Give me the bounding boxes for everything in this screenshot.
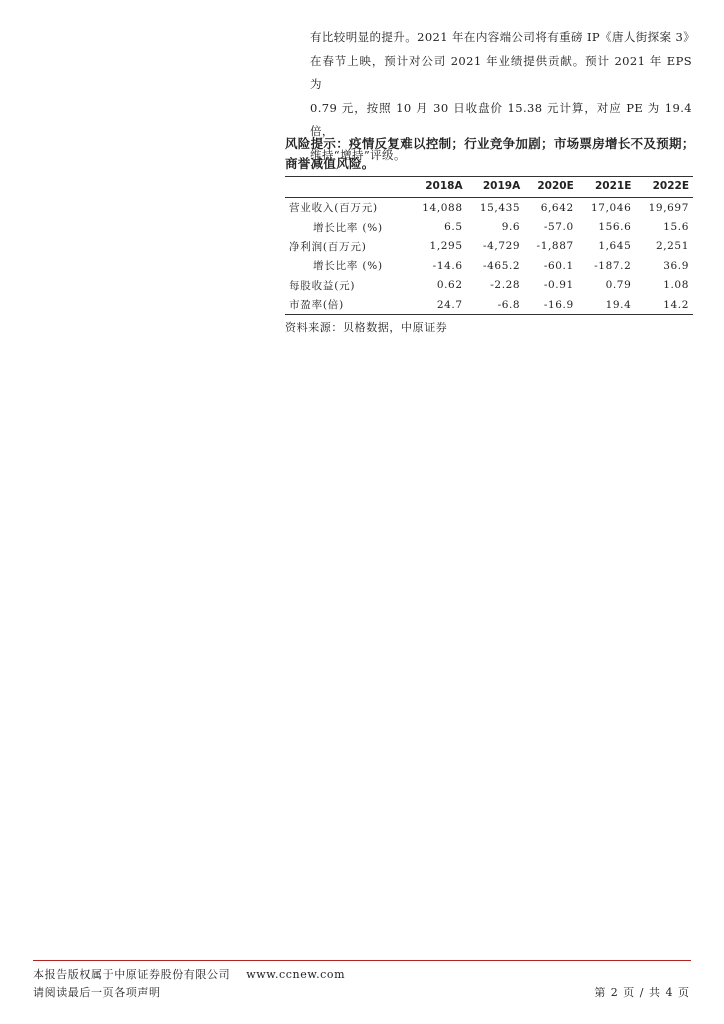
table-cell: 36.9 [663, 259, 689, 272]
risk-text: 疫情反复难以控制；行业竞争加剧；市场票房增长不及预期；商誉减值风险。 [285, 136, 695, 171]
page-number: 第 2 页 / 共 4 页 [594, 986, 690, 999]
table-header-row [285, 177, 693, 198]
table-header-cell [285, 177, 409, 198]
table-cell: 1,295 [429, 240, 463, 253]
table-cell: 1.08 [663, 279, 689, 292]
paragraph-line: 在春节上映，预计对公司 2021 年业绩提供贡献。预计 2021 年 EPS 为 [310, 53, 692, 91]
table-cell: 14,088 [422, 201, 463, 214]
table-row [285, 237, 693, 256]
row-label: 每股收益(元) [289, 279, 356, 292]
table-cell: -1,887 [536, 240, 574, 253]
table-cell: 19.4 [578, 295, 636, 315]
table-header-cell: 2020E [524, 177, 578, 198]
table-row [285, 295, 693, 315]
table-cell: 1,645 [598, 240, 632, 253]
risk-warning [285, 134, 695, 174]
footer-copyright-line [33, 966, 345, 982]
table-header-cell: 2018A [409, 177, 467, 198]
row-label: 市盈率(倍) [285, 295, 409, 315]
row-label: 增长比率 (%) [313, 260, 383, 273]
paragraph-line: 有比较明显的提升。2021 年在内容端公司将有重磅 IP《唐人街探案 3》 [310, 30, 696, 44]
table-cell: -14.6 [432, 259, 463, 272]
table-cell: -60.1 [543, 259, 574, 272]
row-label: 增长比率 (%) [313, 221, 383, 234]
table-cell: 0.62 [436, 279, 463, 292]
row-label: 净利润(百万元) [289, 240, 367, 253]
table-row [285, 217, 693, 236]
table-cell: -0.91 [543, 279, 574, 292]
table-cell: 17,046 [591, 201, 632, 214]
row-label: 营业收入(百万元) [289, 202, 378, 215]
risk-label: 风险提示： [285, 136, 350, 151]
table-cell: 15.6 [663, 221, 689, 234]
table-cell: 6.5 [444, 221, 463, 234]
table-row [285, 276, 693, 295]
table-cell: -16.9 [524, 295, 578, 315]
table-cell: 6,642 [540, 201, 574, 214]
table-row [285, 198, 693, 218]
financial-forecast-table [285, 176, 693, 315]
copyright-text: 本报告版权属于中原证券股份有限公司 [33, 968, 231, 981]
table-header-cell: 2021E [578, 177, 636, 198]
table-cell: -6.8 [467, 295, 525, 315]
table-cell: -187.2 [594, 259, 632, 272]
data-source-note: 资料来源：贝格数据，中原证券 [285, 321, 448, 334]
footer-notice: 请阅读最后一页各项声明 [33, 986, 161, 999]
table-cell: -2.28 [490, 279, 521, 292]
table-cell: 2,251 [655, 240, 689, 253]
table-cell: 24.7 [409, 295, 467, 315]
footer-divider [33, 960, 691, 961]
table-header-cell: 2019A [467, 177, 525, 198]
paragraph-line: 维持“增持”评级。 [310, 147, 406, 162]
table-header-cell: 2022E [635, 177, 693, 198]
table-cell: 19,697 [648, 201, 689, 214]
table-cell: 9.6 [501, 221, 521, 234]
table-cell: 0.79 [605, 279, 632, 292]
table-cell: 156.6 [598, 221, 632, 234]
table-cell: -4,729 [483, 240, 521, 253]
table-cell: 14.2 [635, 295, 693, 315]
table-row [285, 256, 693, 275]
website-link[interactable]: www.ccnew.com [246, 968, 346, 981]
table-cell: -57.0 [543, 221, 574, 234]
table-cell: -465.2 [483, 259, 521, 272]
table-cell: 15,435 [479, 201, 521, 214]
paragraph-line: 0.79 元，按照 10 月 30 日收盘价 15.38 元计算，对应 PE 为 19.4 倍， [310, 100, 692, 138]
